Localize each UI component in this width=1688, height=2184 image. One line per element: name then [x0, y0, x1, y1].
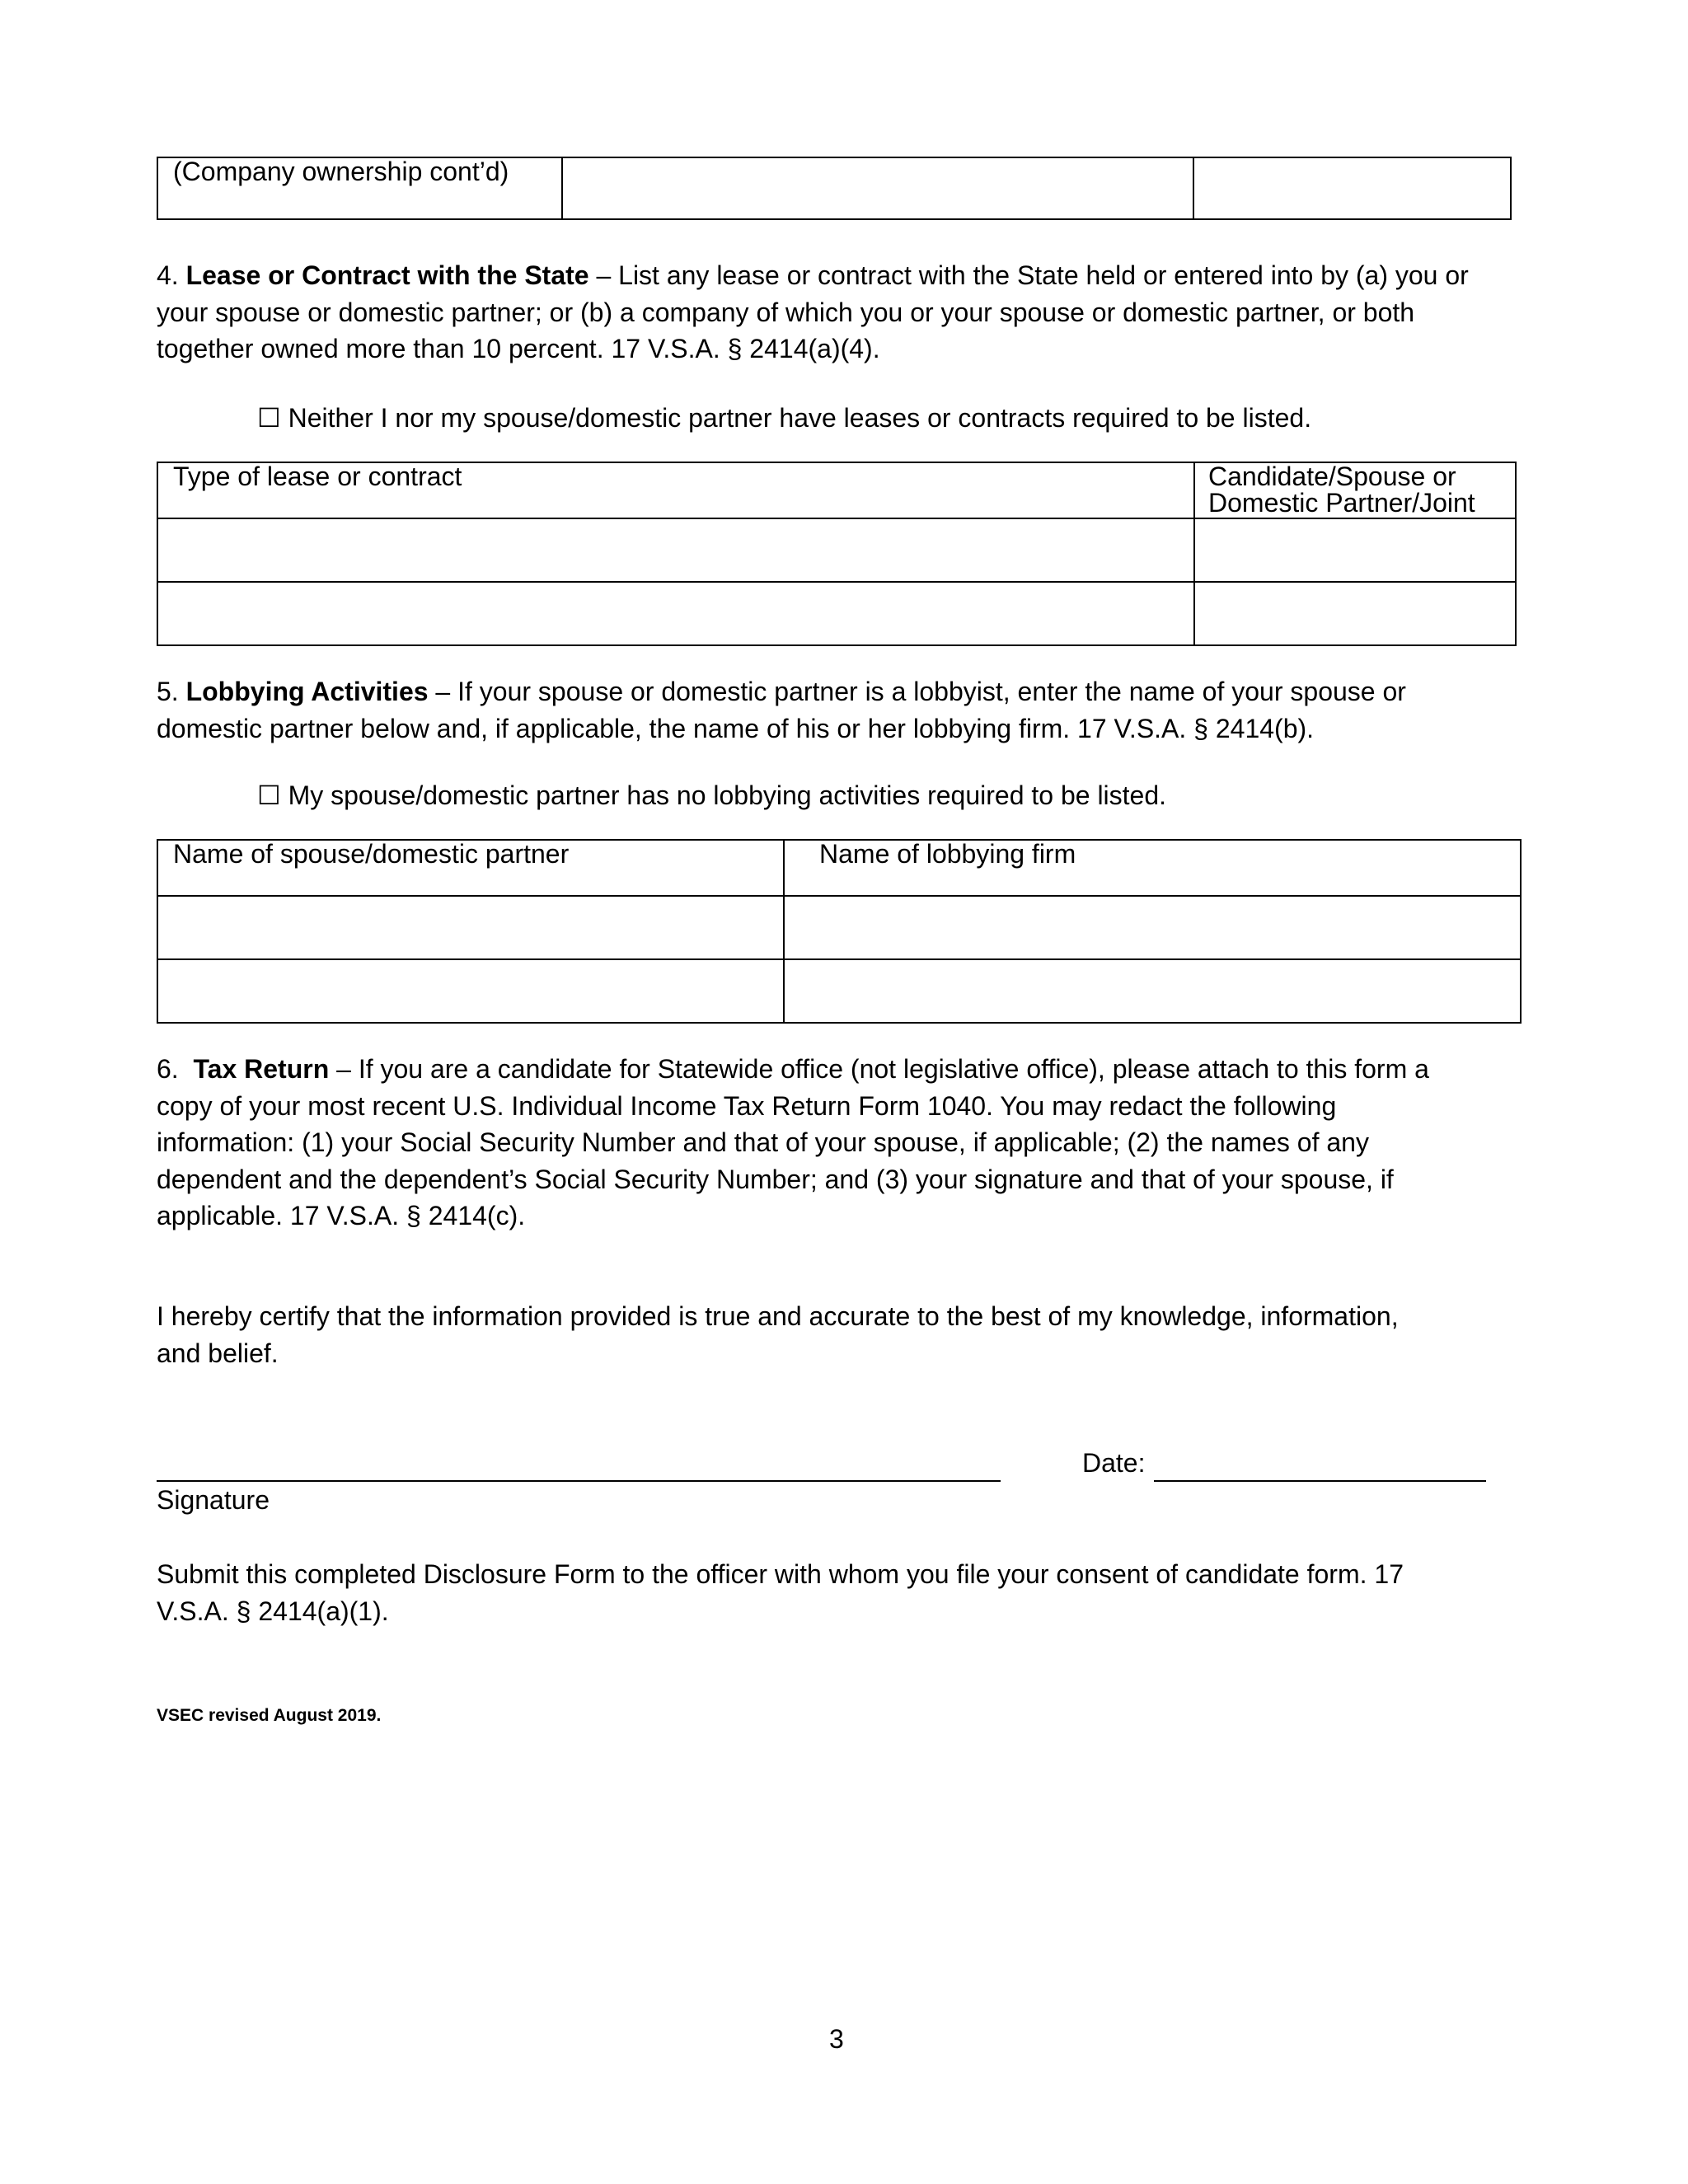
lease-contract-table: [157, 462, 1517, 646]
spouse-name-header: Name of spouse/domestic partner: [157, 840, 784, 896]
lobbying-firm-cell[interactable]: [784, 896, 1521, 959]
no-lobbying-checkbox-row[interactable]: [257, 777, 1166, 813]
signature-line[interactable]: [157, 1480, 1001, 1482]
section-4-paragraph: 4. Lease or Contract with the State – List any lease or contract with the State held or entered into by (a) you or your spouse or domestic partner; or (b) a company of which you or your spouse or domestic partner, or both together owned more than 10 percent. 17 V.S.A. § 2414(a)(4).: [157, 257, 1469, 368]
section-4-line: List any lease or contract with the State held or entered into by (a) you or: [618, 260, 1469, 290]
section-4-number: 4.: [157, 260, 179, 290]
spouse-name-cell[interactable]: [157, 896, 784, 959]
lobbying-table: [157, 839, 1522, 1024]
ownership-cell[interactable]: [1193, 157, 1511, 219]
ownership-cell[interactable]: [562, 157, 1193, 219]
lobbying-firm-cell[interactable]: [784, 959, 1521, 1023]
section-6-line: information: (1) your Social Security Number and that of your spouse, if applicable; (2) the names of any: [157, 1127, 1369, 1158]
submit-line: V.S.A. § 2414(a)(1).: [157, 1596, 389, 1626]
date-label: Date:: [1082, 1448, 1146, 1478]
lease-type-cell[interactable]: [157, 518, 1194, 582]
section-6-line: dependent and the dependent’s Social Security Number; and (3) your signature and that of your spouse, if: [157, 1164, 1394, 1194]
lease-party-cell[interactable]: [1194, 518, 1516, 582]
section-6-line: applicable. 17 V.S.A. § 2414(c).: [157, 1201, 526, 1231]
section-6-number: 6.: [157, 1054, 179, 1084]
date-line[interactable]: [1154, 1480, 1486, 1482]
section-6-line: copy of your most recent U.S. Individual Income Tax Return Form 1040. You may redact the following: [157, 1090, 1337, 1121]
certification-paragraph: [157, 1298, 1399, 1371]
certification-line: and belief.: [157, 1338, 279, 1368]
checkbox-icon[interactable]: ☐: [257, 403, 281, 433]
lobbying-firm-header: Name of lobbying firm: [784, 840, 1521, 896]
section-5-paragraph: 5. Lobbying Activities – If your spouse or domestic partner is a lobbyist, enter the name of your spouse or domestic partner below and, if applicable, the name of his or her lobbying firm. 17 V.S.A. § 2414(b).: [157, 673, 1406, 747]
revision-note: VSEC revised August 2019.: [157, 1706, 382, 1725]
signature-label: Signature: [157, 1485, 270, 1515]
section-4-title: Lease or Contract with the State: [185, 260, 589, 290]
spouse-name-cell[interactable]: [157, 959, 784, 1023]
section-5-number: 5.: [157, 677, 179, 706]
certification-line: I hereby certify that the information provided is true and accurate to the best of my knowledge, information,: [157, 1301, 1399, 1331]
no-leases-checkbox-row[interactable]: [257, 400, 1311, 436]
section-5-line: If your spouse or domestic partner is a lobbyist, enter the name of your spouse or: [457, 677, 1406, 706]
lease-type-header: Type of lease or contract: [157, 462, 1194, 518]
section-5-title: Lobbying Activities: [185, 677, 429, 706]
no-leases-checkbox-label: Neither I nor my spouse/domestic partner have leases or contracts required to be listed.: [288, 403, 1312, 433]
section-6-paragraph: 6. Tax Return – If you are a candidate for Statewide office (not legislative office), please attach to this form a copy of your most recent U.S. Individual Income Tax Return Form 1040. You may redact the following information: (1) your Social Security Number and that of your spouse, if applicable; (2) the names of any dependent and the dependent’s Social Security Number; and (3) your signature and that of your spouse, if applicable. 17 V.S.A. § 2414(c).: [157, 1051, 1429, 1235]
no-lobbying-checkbox-label: My spouse/domestic partner has no lobbying activities required to be listed.: [288, 780, 1167, 810]
lease-party-cell[interactable]: [1194, 582, 1516, 645]
page-number: 3: [829, 2024, 844, 2054]
section-4-line: your spouse or domestic partner; or (b) a company of which you or your spouse or domestic partner, or both: [157, 297, 1415, 327]
checkbox-icon[interactable]: ☐: [257, 780, 281, 810]
submit-paragraph: [157, 1556, 1404, 1629]
ownership-cont-label: (Company ownership cont’d): [157, 157, 562, 219]
section-4-line: together owned more than 10 percent. 17 V.S.A. § 2414(a)(4).: [157, 334, 880, 364]
submit-line: Submit this completed Disclosure Form to the officer with whom you file your consent of candidate form. 17: [157, 1559, 1404, 1589]
company-ownership-table: [157, 157, 1512, 220]
section-5-line: domestic partner below and, if applicable, the name of his or her lobbying firm. 17 V.S.A. § 2414(b).: [157, 713, 1315, 743]
lease-party-header: Candidate/Spouse or Domestic Partner/Joint: [1194, 462, 1516, 518]
section-6-title: Tax Return: [193, 1054, 330, 1084]
lease-type-cell[interactable]: [157, 582, 1194, 645]
section-6-line: If you are a candidate for Statewide office (not legislative office), please attach to this form a: [358, 1054, 1429, 1084]
